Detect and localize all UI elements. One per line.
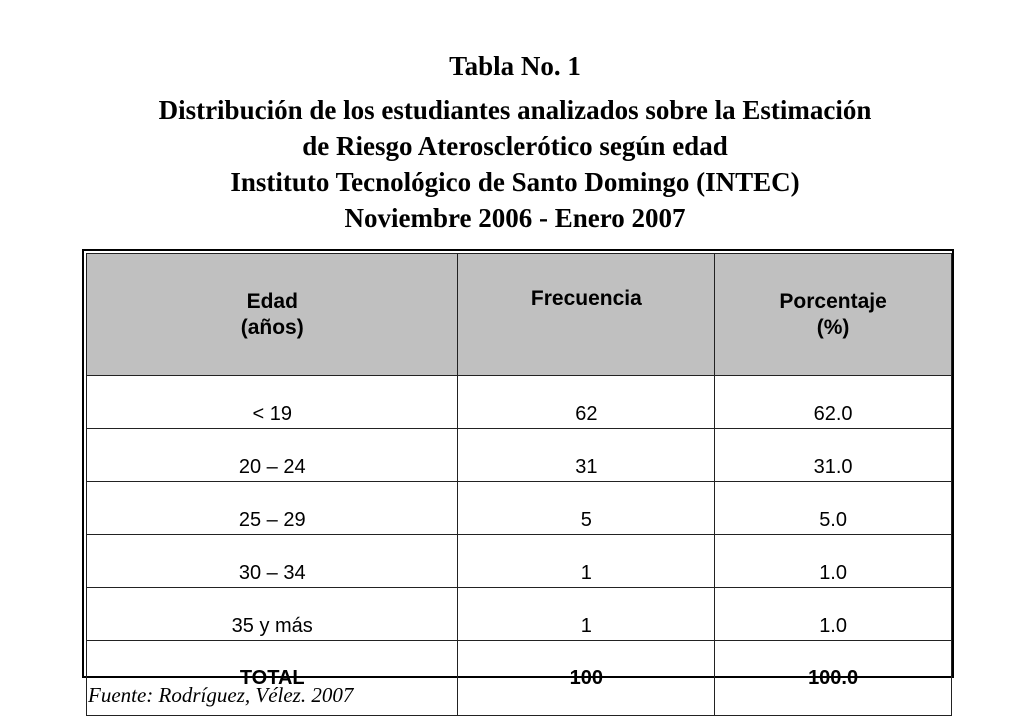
- header-porcentaje: [715, 254, 952, 376]
- caption-line-1: Distribución de los estudiantes analizados sobre la Estimación: [158, 95, 872, 125]
- cell-porcentaje: 1.0: [715, 535, 952, 588]
- header-edad: [87, 254, 458, 376]
- table-row: [87, 535, 952, 588]
- header-frecuencia: [458, 254, 715, 376]
- cell-porcentaje: 62.0: [715, 376, 952, 429]
- caption-line-4: Noviembre 2006 - Enero 2007: [344, 203, 686, 233]
- table-number: Tabla No. 1: [449, 51, 581, 81]
- age-distribution-table: [86, 253, 952, 716]
- cell-edad: < 19: [87, 376, 458, 429]
- total-frecuencia: 100: [458, 641, 715, 716]
- table-row: [87, 588, 952, 641]
- total-label: TOTAL: [87, 641, 458, 716]
- cell-frecuencia: 5: [458, 482, 715, 535]
- header-porcentaje-line1: Porcentaje: [779, 289, 887, 313]
- cell-edad: 25 – 29: [87, 482, 458, 535]
- cell-porcentaje: 1.0: [715, 588, 952, 641]
- cell-porcentaje: 31.0: [715, 429, 952, 482]
- table-caption: [0, 92, 1030, 236]
- cell-frecuencia: 31: [458, 429, 715, 482]
- header-frecuencia-label: Frecuencia: [530, 287, 642, 310]
- cell-frecuencia: 62: [458, 376, 715, 429]
- cell-frecuencia: 1: [458, 588, 715, 641]
- caption-line-2: de Riesgo Aterosclerótico según edad: [302, 131, 728, 161]
- source-note: Fuente: Rodríguez, Vélez. 2007: [88, 683, 354, 707]
- total-porcentaje: 100.0: [715, 641, 952, 716]
- header-edad-line1: Edad: [246, 289, 298, 313]
- cell-porcentaje: 5.0: [715, 482, 952, 535]
- cell-edad: 20 – 24: [87, 429, 458, 482]
- cell-edad: 35 y más: [87, 588, 458, 641]
- table-row: [87, 429, 952, 482]
- table-row: [87, 482, 952, 535]
- caption-line-3: Instituto Tecnológico de Santo Domingo (INTEC): [230, 167, 800, 197]
- header-porcentaje-line2: (%): [816, 315, 850, 339]
- cell-frecuencia: 1: [458, 535, 715, 588]
- cell-edad: 30 – 34: [87, 535, 458, 588]
- header-row: [87, 254, 952, 376]
- header-edad-line2: (años): [240, 315, 304, 339]
- table-row: [87, 376, 952, 429]
